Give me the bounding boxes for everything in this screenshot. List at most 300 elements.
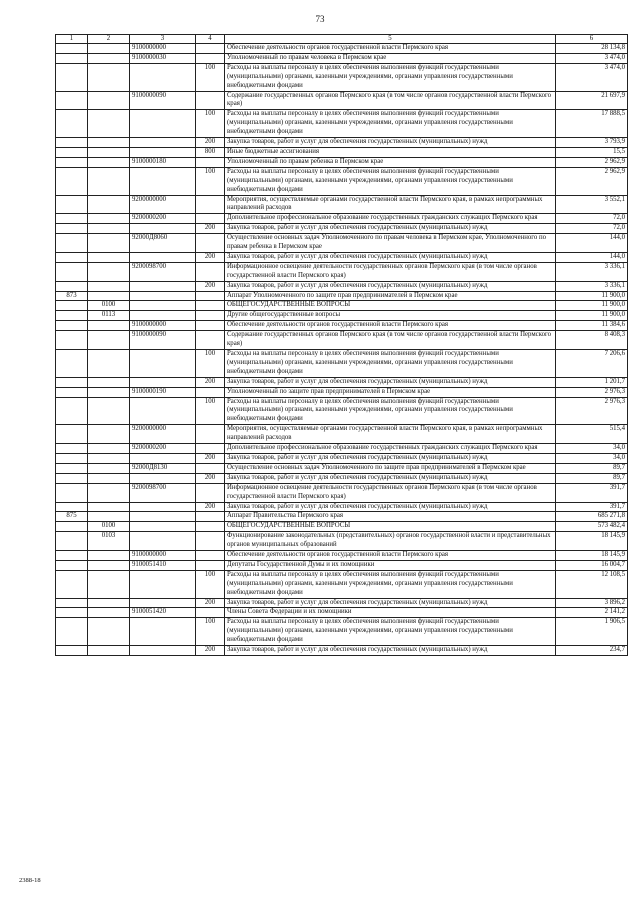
target-article-cell: 9200000000 xyxy=(130,195,196,214)
section-code-cell xyxy=(88,331,130,350)
section-code-cell: 0100 xyxy=(88,522,130,532)
expense-type-cell xyxy=(196,311,225,321)
expense-type-cell xyxy=(196,551,225,561)
amount-cell: 34,0 xyxy=(556,453,628,463)
admin-code-cell xyxy=(56,425,88,444)
table-row xyxy=(56,598,628,608)
section-code-cell xyxy=(88,425,130,444)
section-code-cell xyxy=(88,598,130,608)
target-article-cell: 9200098700 xyxy=(130,262,196,281)
column-number: 6 xyxy=(556,35,628,44)
expense-type-cell xyxy=(196,463,225,473)
amount-cell: 8 408,3 xyxy=(556,331,628,350)
table-row xyxy=(56,618,628,646)
table-row xyxy=(56,167,628,195)
target-article-cell xyxy=(130,147,196,157)
item-name-cell: Аппарат Уполномоченного по защите прав предпринимателей в Пермском крае xyxy=(225,291,556,301)
table-row xyxy=(56,291,628,301)
expense-type-cell: 200 xyxy=(196,598,225,608)
target-article-cell: 9200098700 xyxy=(130,483,196,502)
section-code-cell: 0100 xyxy=(88,301,130,311)
table-row xyxy=(56,252,628,262)
section-code-cell xyxy=(88,91,130,110)
expense-type-cell: 100 xyxy=(196,110,225,138)
table-row xyxy=(56,551,628,561)
amount-cell: 3 474,0 xyxy=(556,63,628,91)
table-row xyxy=(56,281,628,291)
item-name-cell: Расходы на выплаты персоналу в целях обеспечения выполнения функций государственными (муниципальными) органами, казенными учреждениями, органами управления государственными внебюджетными фондами xyxy=(225,63,556,91)
item-name-cell: Уполномоченный по защите прав предпринимателей в Пермском крае xyxy=(225,387,556,397)
admin-code-cell xyxy=(56,110,88,138)
item-name-cell: Обеспечение деятельности органов государственной власти Пермского края xyxy=(225,551,556,561)
table-row xyxy=(56,350,628,378)
admin-code-cell xyxy=(56,483,88,502)
table-row xyxy=(56,444,628,454)
section-code-cell xyxy=(88,453,130,463)
item-name-cell: Содержание государственных органов Пермского края (в том числе органов государственной власти Пермского края) xyxy=(225,331,556,350)
target-article-cell: 92000Д8130 xyxy=(130,463,196,473)
section-code-cell xyxy=(88,195,130,214)
amount-cell: 72,0 xyxy=(556,214,628,224)
target-article-cell xyxy=(130,473,196,483)
section-code-cell xyxy=(88,44,130,54)
target-article-cell: 9200000200 xyxy=(130,214,196,224)
admin-code-cell xyxy=(56,463,88,473)
item-name-cell: Дополнительное профессиональное образование государственных гражданских служащих Пермского края xyxy=(225,444,556,454)
admin-code-cell xyxy=(56,281,88,291)
table-row xyxy=(56,321,628,331)
admin-code-cell xyxy=(56,44,88,54)
column-number: 3 xyxy=(130,35,196,44)
section-code-cell xyxy=(88,387,130,397)
expense-type-cell xyxy=(196,425,225,444)
item-name-cell: Обеспечение деятельности органов государственной власти Пермского края xyxy=(225,321,556,331)
expense-type-cell xyxy=(196,157,225,167)
expense-type-cell: 200 xyxy=(196,646,225,656)
item-name-cell: Закупка товаров, работ и услуг для обеспечения государственных (муниципальных) нужд xyxy=(225,646,556,656)
table-row xyxy=(56,502,628,512)
item-name-cell: Закупка товаров, работ и услуг для обеспечения государственных (муниципальных) нужд xyxy=(225,453,556,463)
admin-code-cell xyxy=(56,618,88,646)
target-article-cell xyxy=(130,453,196,463)
target-article-cell xyxy=(130,291,196,301)
expense-type-cell xyxy=(196,214,225,224)
amount-cell: 34,0 xyxy=(556,444,628,454)
item-name-cell: Закупка товаров, работ и услуг для обеспечения государственных (муниципальных) нужд xyxy=(225,252,556,262)
section-code-cell xyxy=(88,110,130,138)
table-row xyxy=(56,157,628,167)
admin-code-cell xyxy=(56,331,88,350)
column-number: 5 xyxy=(225,35,556,44)
target-article-cell xyxy=(130,646,196,656)
expense-type-cell xyxy=(196,291,225,301)
section-code-cell xyxy=(88,214,130,224)
table-row xyxy=(56,463,628,473)
item-name-cell: ОБЩЕГОСУДАРСТВЕННЫЕ ВОПРОСЫ xyxy=(225,301,556,311)
target-article-cell xyxy=(130,110,196,138)
table-row xyxy=(56,214,628,224)
section-code-cell xyxy=(88,321,130,331)
section-code-cell: 0103 xyxy=(88,532,130,551)
table-row xyxy=(56,147,628,157)
section-code-cell xyxy=(88,444,130,454)
target-article-cell xyxy=(130,502,196,512)
table-row xyxy=(56,53,628,63)
admin-code-cell xyxy=(56,234,88,253)
table-row xyxy=(56,608,628,618)
expense-type-cell xyxy=(196,321,225,331)
target-article-cell xyxy=(130,311,196,321)
amount-cell: 2 976,3 xyxy=(556,387,628,397)
target-article-cell xyxy=(130,224,196,234)
admin-code-cell xyxy=(56,138,88,148)
target-article-cell xyxy=(130,138,196,148)
expense-type-cell: 100 xyxy=(196,350,225,378)
admin-code-cell xyxy=(56,321,88,331)
item-name-cell: Функционирование законодательных (представительных) органов государственной власти и представительных органов муниципальных образований xyxy=(225,532,556,551)
document-code: 2388-18 xyxy=(19,877,41,884)
item-name-cell: ОБЩЕГОСУДАРСТВЕННЫЕ ВОПРОСЫ xyxy=(225,522,556,532)
table-row xyxy=(56,301,628,311)
amount-cell: 72,0 xyxy=(556,224,628,234)
target-article-cell: 9100000000 xyxy=(130,321,196,331)
target-article-cell: 9200000200 xyxy=(130,444,196,454)
admin-code-cell xyxy=(56,214,88,224)
expense-type-cell xyxy=(196,387,225,397)
section-code-cell xyxy=(88,234,130,253)
admin-code-cell xyxy=(56,262,88,281)
expense-type-cell: 200 xyxy=(196,473,225,483)
target-article-cell: 9100000090 xyxy=(130,331,196,350)
expense-type-cell: 100 xyxy=(196,63,225,91)
amount-cell: 15,5 xyxy=(556,147,628,157)
table-row xyxy=(56,570,628,598)
amount-cell: 3 474,0 xyxy=(556,53,628,63)
amount-cell: 3 336,1 xyxy=(556,281,628,291)
expense-type-cell xyxy=(196,195,225,214)
amount-cell: 1 201,7 xyxy=(556,377,628,387)
expense-type-cell xyxy=(196,234,225,253)
section-code-cell: 0113 xyxy=(88,311,130,321)
item-name-cell: Иные бюджетные ассигнования xyxy=(225,147,556,157)
item-name-cell: Расходы на выплаты персоналу в целях обеспечения выполнения функций государственными (муниципальными) органами, казенными учреждениями, органами управления государственными внебюджетными фондами xyxy=(225,570,556,598)
admin-code-cell xyxy=(56,63,88,91)
item-name-cell: Осуществление основных задач Уполномоченного по правам человека в Пермском крае, Уполномоченного по правам ребенка в Пермском крае xyxy=(225,234,556,253)
expense-type-cell xyxy=(196,262,225,281)
target-article-cell xyxy=(130,377,196,387)
expense-type-cell: 200 xyxy=(196,502,225,512)
expense-type-cell xyxy=(196,331,225,350)
admin-code-cell xyxy=(56,532,88,551)
section-code-cell xyxy=(88,377,130,387)
admin-code-cell xyxy=(56,387,88,397)
item-name-cell: Уполномоченный по правам человека в Пермском крае xyxy=(225,53,556,63)
item-name-cell: Закупка товаров, работ и услуг для обеспечения государственных (муниципальных) нужд xyxy=(225,473,556,483)
target-article-cell: 9100000030 xyxy=(130,53,196,63)
admin-code-cell xyxy=(56,147,88,157)
section-code-cell xyxy=(88,53,130,63)
section-code-cell xyxy=(88,63,130,91)
expense-type-cell xyxy=(196,53,225,63)
table-row xyxy=(56,91,628,110)
amount-cell: 391,7 xyxy=(556,483,628,502)
amount-cell: 7 206,6 xyxy=(556,350,628,378)
target-article-cell: 9100000000 xyxy=(130,44,196,54)
section-code-cell xyxy=(88,551,130,561)
admin-code-cell xyxy=(56,551,88,561)
admin-code-cell xyxy=(56,397,88,425)
table-row xyxy=(56,311,628,321)
item-name-cell: Аппарат Правительства Пермского края xyxy=(225,512,556,522)
admin-code-cell xyxy=(56,453,88,463)
admin-code-cell xyxy=(56,53,88,63)
section-code-cell xyxy=(88,262,130,281)
target-article-cell xyxy=(130,532,196,551)
item-name-cell: Закупка товаров, работ и услуг для обеспечения государственных (муниципальных) нужд xyxy=(225,502,556,512)
amount-cell: 11 900,0 xyxy=(556,301,628,311)
column-number-row xyxy=(56,35,628,44)
item-name-cell: Расходы на выплаты персоналу в целях обеспечения выполнения функций государственными (муниципальными) органами, казенными учреждениями, органами управления государственными внебюджетными фондами xyxy=(225,350,556,378)
table-row xyxy=(56,138,628,148)
item-name-cell: Закупка товаров, работ и услуг для обеспечения государственных (муниципальных) нужд xyxy=(225,377,556,387)
expense-type-cell xyxy=(196,91,225,110)
item-name-cell: Члены Совета Федерации и их помощники xyxy=(225,608,556,618)
item-name-cell: Информационное освещение деятельности государственных органов Пермского края (в том числе органов государственной власти Пермского края) xyxy=(225,483,556,502)
amount-cell: 2 976,3 xyxy=(556,397,628,425)
table-row xyxy=(56,532,628,551)
target-article-cell xyxy=(130,301,196,311)
expense-type-cell: 200 xyxy=(196,252,225,262)
amount-cell: 685 271,8 xyxy=(556,512,628,522)
item-name-cell: Расходы на выплаты персоналу в целях обеспечения выполнения функций государственными (муниципальными) органами, казенными учреждениями, органами управления государственными внебюджетными фондами xyxy=(225,110,556,138)
expense-type-cell xyxy=(196,483,225,502)
table-row xyxy=(56,331,628,350)
table-row xyxy=(56,262,628,281)
expense-type-cell xyxy=(196,608,225,618)
section-code-cell xyxy=(88,291,130,301)
target-article-cell: 9100051410 xyxy=(130,560,196,570)
table-row xyxy=(56,397,628,425)
section-code-cell xyxy=(88,224,130,234)
admin-code-cell xyxy=(56,598,88,608)
target-article-cell xyxy=(130,618,196,646)
amount-cell: 11 900,0 xyxy=(556,291,628,301)
target-article-cell xyxy=(130,397,196,425)
column-number: 4 xyxy=(196,35,225,44)
admin-code-cell xyxy=(56,444,88,454)
amount-cell: 515,4 xyxy=(556,425,628,444)
expense-type-cell xyxy=(196,532,225,551)
section-code-cell xyxy=(88,473,130,483)
section-code-cell xyxy=(88,167,130,195)
table-row xyxy=(56,473,628,483)
target-article-cell xyxy=(130,252,196,262)
admin-code-cell xyxy=(56,608,88,618)
item-name-cell: Другие общегосударственные вопросы xyxy=(225,311,556,321)
table-row xyxy=(56,63,628,91)
expense-type-cell xyxy=(196,522,225,532)
target-article-cell: 9100000090 xyxy=(130,91,196,110)
expense-type-cell xyxy=(196,560,225,570)
table-row xyxy=(56,560,628,570)
amount-cell: 18 145,9 xyxy=(556,551,628,561)
section-code-cell xyxy=(88,397,130,425)
section-code-cell xyxy=(88,252,130,262)
amount-cell: 2 962,9 xyxy=(556,167,628,195)
amount-cell: 21 697,9 xyxy=(556,91,628,110)
table-row xyxy=(56,387,628,397)
target-article-cell xyxy=(130,63,196,91)
item-name-cell: Закупка товаров, работ и услуг для обеспечения государственных (муниципальных) нужд xyxy=(225,281,556,291)
amount-cell: 1 906,5 xyxy=(556,618,628,646)
admin-code-cell xyxy=(56,502,88,512)
target-article-cell: 9200000000 xyxy=(130,425,196,444)
admin-code-cell xyxy=(56,522,88,532)
item-name-cell: Мероприятия, осуществляемые органами государственной власти Пермского края, в рамках непрограммных направлений расходов xyxy=(225,195,556,214)
amount-cell: 18 145,9 xyxy=(556,532,628,551)
item-name-cell: Мероприятия, осуществляемые органами государственной власти Пермского края, в рамках непрограммных направлений расходов xyxy=(225,425,556,444)
admin-code-cell xyxy=(56,350,88,378)
admin-code-cell xyxy=(56,570,88,598)
item-name-cell: Расходы на выплаты персоналу в целях обеспечения выполнения функций государственными (муниципальными) органами, казенными учреждениями, органами управления государственными внебюджетными фондами xyxy=(225,397,556,425)
table-row xyxy=(56,483,628,502)
section-code-cell xyxy=(88,560,130,570)
target-article-cell xyxy=(130,522,196,532)
item-name-cell: Закупка товаров, работ и услуг для обеспечения государственных (муниципальных) нужд xyxy=(225,224,556,234)
item-name-cell: Расходы на выплаты персоналу в целях обеспечения выполнения функций государственными (муниципальными) органами, казенными учреждениями, органами управления государственными внебюджетными фондами xyxy=(225,618,556,646)
amount-cell: 89,7 xyxy=(556,463,628,473)
admin-code-cell xyxy=(56,560,88,570)
admin-code-cell xyxy=(56,195,88,214)
target-article-cell xyxy=(130,167,196,195)
admin-code-cell: 875 xyxy=(56,512,88,522)
section-code-cell xyxy=(88,608,130,618)
item-name-cell: Осуществление основных задач Уполномоченного по защите прав предпринимателей в Пермском крае xyxy=(225,463,556,473)
expense-type-cell: 200 xyxy=(196,224,225,234)
admin-code-cell xyxy=(56,252,88,262)
expense-type-cell: 200 xyxy=(196,281,225,291)
item-name-cell: Обеспечение деятельности органов государственной власти Пермского края xyxy=(225,44,556,54)
table-row xyxy=(56,425,628,444)
admin-code-cell xyxy=(56,311,88,321)
table-row xyxy=(56,195,628,214)
section-code-cell xyxy=(88,281,130,291)
admin-code-cell xyxy=(56,157,88,167)
admin-code-cell xyxy=(56,646,88,656)
section-code-cell xyxy=(88,512,130,522)
expense-type-cell: 800 xyxy=(196,147,225,157)
expense-type-cell: 100 xyxy=(196,167,225,195)
target-article-cell: 9100000180 xyxy=(130,157,196,167)
expense-type-cell: 200 xyxy=(196,453,225,463)
section-code-cell xyxy=(88,483,130,502)
table-row xyxy=(56,234,628,253)
expense-type-cell xyxy=(196,301,225,311)
amount-cell: 11 384,6 xyxy=(556,321,628,331)
item-name-cell: Содержание государственных органов Пермского края (в том числе органов государственной власти Пермского края) xyxy=(225,91,556,110)
expense-type-cell xyxy=(196,44,225,54)
table-row xyxy=(56,512,628,522)
target-article-cell: 9100000190 xyxy=(130,387,196,397)
amount-cell: 17 888,5 xyxy=(556,110,628,138)
admin-code-cell: 873 xyxy=(56,291,88,301)
admin-code-cell xyxy=(56,167,88,195)
target-article-cell: 92000Д8060 xyxy=(130,234,196,253)
table-row xyxy=(56,522,628,532)
target-article-cell xyxy=(130,570,196,598)
expense-type-cell: 100 xyxy=(196,618,225,646)
table-row xyxy=(56,110,628,138)
section-code-cell xyxy=(88,157,130,167)
expense-type-cell: 200 xyxy=(196,138,225,148)
amount-cell: 144,0 xyxy=(556,234,628,253)
amount-cell: 3 336,1 xyxy=(556,262,628,281)
column-number: 1 xyxy=(56,35,88,44)
amount-cell: 28 134,8 xyxy=(556,44,628,54)
amount-cell: 234,7 xyxy=(556,646,628,656)
expense-type-cell: 200 xyxy=(196,377,225,387)
amount-cell: 573 482,4 xyxy=(556,522,628,532)
section-code-cell xyxy=(88,502,130,512)
admin-code-cell xyxy=(56,301,88,311)
expense-type-cell: 100 xyxy=(196,570,225,598)
amount-cell: 2 141,2 xyxy=(556,608,628,618)
amount-cell: 3 896,2 xyxy=(556,598,628,608)
section-code-cell xyxy=(88,463,130,473)
table-row xyxy=(56,44,628,54)
target-article-cell xyxy=(130,350,196,378)
section-code-cell xyxy=(88,646,130,656)
target-article-cell xyxy=(130,512,196,522)
item-name-cell: Закупка товаров, работ и услуг для обеспечения государственных (муниципальных) нужд xyxy=(225,598,556,608)
section-code-cell xyxy=(88,147,130,157)
page-number: 73 xyxy=(315,14,325,24)
column-number: 2 xyxy=(88,35,130,44)
target-article-cell: 9100000000 xyxy=(130,551,196,561)
amount-cell: 89,7 xyxy=(556,473,628,483)
item-name-cell: Депутаты Государственной Думы и их помощники xyxy=(225,560,556,570)
table-row xyxy=(56,453,628,463)
item-name-cell: Закупка товаров, работ и услуг для обеспечения государственных (муниципальных) нужд xyxy=(225,138,556,148)
budget-table xyxy=(55,34,628,656)
target-article-cell xyxy=(130,598,196,608)
item-name-cell: Расходы на выплаты персоналу в целях обеспечения выполнения функций государственными (муниципальными) органами, казенными учреждениями, органами управления государственными внебюджетными фондами xyxy=(225,167,556,195)
amount-cell: 16 004,7 xyxy=(556,560,628,570)
section-code-cell xyxy=(88,618,130,646)
table-row xyxy=(56,646,628,656)
amount-cell: 12 108,5 xyxy=(556,570,628,598)
amount-cell: 3 793,9 xyxy=(556,138,628,148)
section-code-cell xyxy=(88,138,130,148)
amount-cell: 391,7 xyxy=(556,502,628,512)
target-article-cell: 9100051420 xyxy=(130,608,196,618)
target-article-cell xyxy=(130,281,196,291)
expense-type-cell xyxy=(196,444,225,454)
admin-code-cell xyxy=(56,224,88,234)
item-name-cell: Информационное освещение деятельности государственных органов Пермского края (в том числе органов государственной власти Пермского края) xyxy=(225,262,556,281)
item-name-cell: Дополнительное профессиональное образование государственных гражданских служащих Пермского края xyxy=(225,214,556,224)
amount-cell: 11 900,0 xyxy=(556,311,628,321)
table-row xyxy=(56,377,628,387)
expense-type-cell xyxy=(196,512,225,522)
section-code-cell xyxy=(88,570,130,598)
amount-cell: 144,0 xyxy=(556,252,628,262)
admin-code-cell xyxy=(56,377,88,387)
section-code-cell xyxy=(88,350,130,378)
item-name-cell: Уполномоченный по правам ребенка в Пермском крае xyxy=(225,157,556,167)
admin-code-cell xyxy=(56,473,88,483)
admin-code-cell xyxy=(56,91,88,110)
